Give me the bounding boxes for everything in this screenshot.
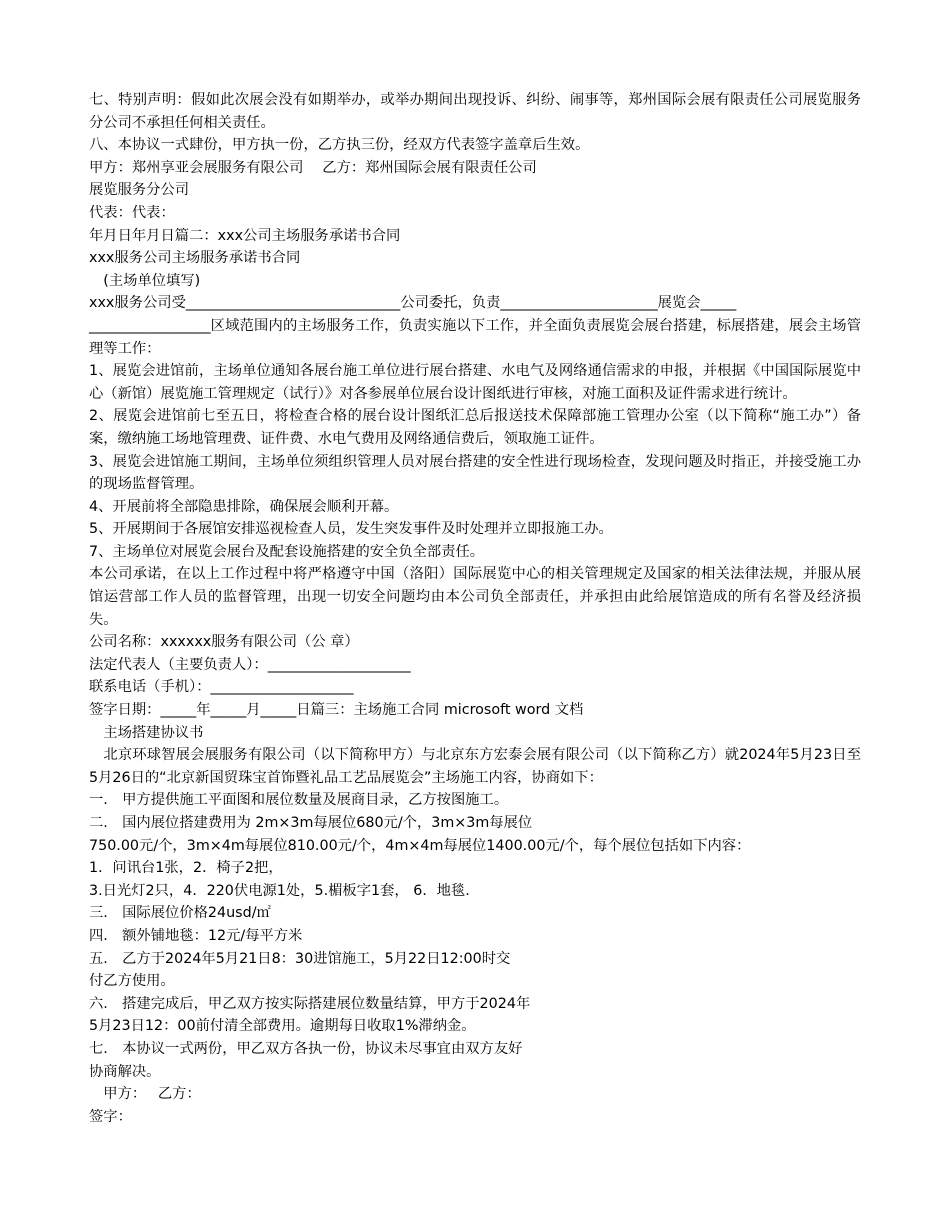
legal-representative: 法定代表人（主要负责人）：____________________ bbox=[89, 656, 411, 673]
note-fill-in: (主场单位填写) bbox=[89, 272, 201, 289]
item-4: 4、开展前将全部隐患排除，确保展会顺利开幕。 bbox=[89, 498, 399, 515]
clause-4: 四. 额外铺地毯：12元/每平方米 bbox=[89, 927, 303, 944]
clause-7: 七. 本协议一式两份，甲乙双方各执一份，协议未尽事宜由双方友好 bbox=[89, 1040, 523, 1057]
paragraph-intro: 北京环球智展会展服务有限公司（以下简称甲方）与北京东方宏泰会展有限公司（以下简称乙方）就2024年5月23日至5月26日的“北京新国贸珠宝首饰暨礼品工艺品展览会”主场施工内容，协商如下： bbox=[89, 747, 861, 786]
paragraph-entrusted: xxx服务公司受______________________________公司委托，负责______________________展览会_____ bbox=[89, 295, 737, 312]
clause-2: 二. 国内展位搭建费用为 2m×3m每展位680元/个，3m×3m每展位 bbox=[89, 815, 533, 831]
heading-part-two: 年月日年月日篇二：xxx公司主场服务承诺书合同 bbox=[89, 227, 401, 244]
paragraph-representatives: 代表：代表： bbox=[89, 204, 175, 221]
signature-label: 签字： bbox=[89, 1108, 132, 1125]
item-1: 1、展览会进馆前，主场单位通知各展台施工单位进行展台搭建、水电气及网络通信需求的申报，并根据《中国国际展览中心（新馆）展览施工管理规定（试行）》对各参展单位展台设计图纸进行审核，对施工面积及证件需求进行统计。 bbox=[89, 363, 861, 402]
clause-5: 五. 乙方于2024年5月21日8：30进馆施工，5月22日12:00时交 bbox=[89, 950, 511, 967]
signing-date: 签字日期：_____年_____月_____日篇三：主场施工合同 microsoft word 文档 bbox=[89, 702, 584, 719]
company-name: 公司名称：xxxxxx服务有限公司（公 章） bbox=[89, 634, 359, 651]
clause-6-cont: 5月23日12：00前付清全部费用。逾期每日收取1%滞纳金。 bbox=[89, 1018, 476, 1035]
signature-parties: 甲方： 乙方： bbox=[89, 1086, 201, 1103]
clause-7-cont: 协商解决。 bbox=[89, 1063, 161, 1080]
clause-2-items-a: 1．问讯台1张，2．椅子2把， bbox=[89, 860, 283, 877]
item-5: 5、开展期间于各展馆安排巡视检查人员，发生突发事件及时处理并立即报施工办。 bbox=[89, 521, 613, 538]
title-service-commitment: xxx服务公司主场服务承诺书合同 bbox=[89, 250, 301, 267]
item-3: 3、展览会进馆施工期间，主场单位须组织管理人员对展台搭建的安全性进行现场检查，发现问题及时指正，并接受施工办的现场监督管理。 bbox=[89, 453, 861, 493]
clause-1: 一. 甲方提供施工平面图和展位数量及展商目录，乙方按图施工。 bbox=[89, 792, 509, 809]
clause-2-cont: 750.00元/个，3m×4m每展位810.00元/个，4m×4m每展位1400.00元/个，每个展位包括如下内容： bbox=[89, 837, 751, 854]
item-2: 2、展览会进馆前七至五日，将检查合格的展台设计图纸汇总后报送技术保障部施工管理办公室（以下简称“施工办”）备案，缴纳施工场地管理费、证件费、水电气费用及网络通信费后，领取施工证件。 bbox=[89, 408, 861, 447]
item-7: 7、主场单位对展览会展台及配套设施搭建的安全负全部责任。 bbox=[89, 543, 485, 560]
clause-2-items-b: 3.日光灯2只，4．220伏电源1处，5.楣板字1套， 6．地毯. bbox=[89, 882, 470, 899]
clause-5-cont: 付乙方使用。 bbox=[89, 973, 175, 990]
contact-phone: 联系电话（手机）：____________________ bbox=[89, 679, 354, 696]
paragraph-commitment: 本公司承诺，在以上工作过程中将严格遵守中国（洛阳）国际展览中心的相关管理规定及国家的相关法律法规，并服从展馆运营部工作人员的监督管理，出现一切安全问题均由本公司负全部责任，并承担由此给展馆造成的所有名誉及经济损失。 bbox=[89, 566, 861, 628]
paragraph-special-statement: 七、特别声明：假如此次展会没有如期举办，或举办期间出现投诉、纠纷、闹事等，郑州国际会展有限责任公司展览服务分公司不承担任何相关责任。 bbox=[89, 92, 861, 131]
clause-3: 三. 国际展位价格24usd/㎡ bbox=[89, 905, 271, 922]
document-page bbox=[89, 89, 861, 1128]
paragraph-scope: _________________区域范围内的主场服务工作，负责实施以下工作，并全面负责展览会展台搭建，标展搭建，展会主场管理等工作： bbox=[89, 317, 861, 357]
clause-6: 六. 搭建完成后，甲乙双方按实际搭建展位数量结算，甲方于2024年 bbox=[89, 995, 531, 1012]
paragraph-parties: 甲方：郑州享亚会展服务有限公司 乙方：郑州国际会展有限责任公司 bbox=[89, 159, 537, 176]
paragraph-parties-cont: 展览服务分公司 bbox=[89, 182, 190, 199]
title-agreement: 主场搭建协议书 bbox=[89, 724, 204, 741]
paragraph-copies: 八、本协议一式肆份，甲方执一份，乙方执三份，经双方代表签字盖章后生效。 bbox=[89, 137, 590, 154]
